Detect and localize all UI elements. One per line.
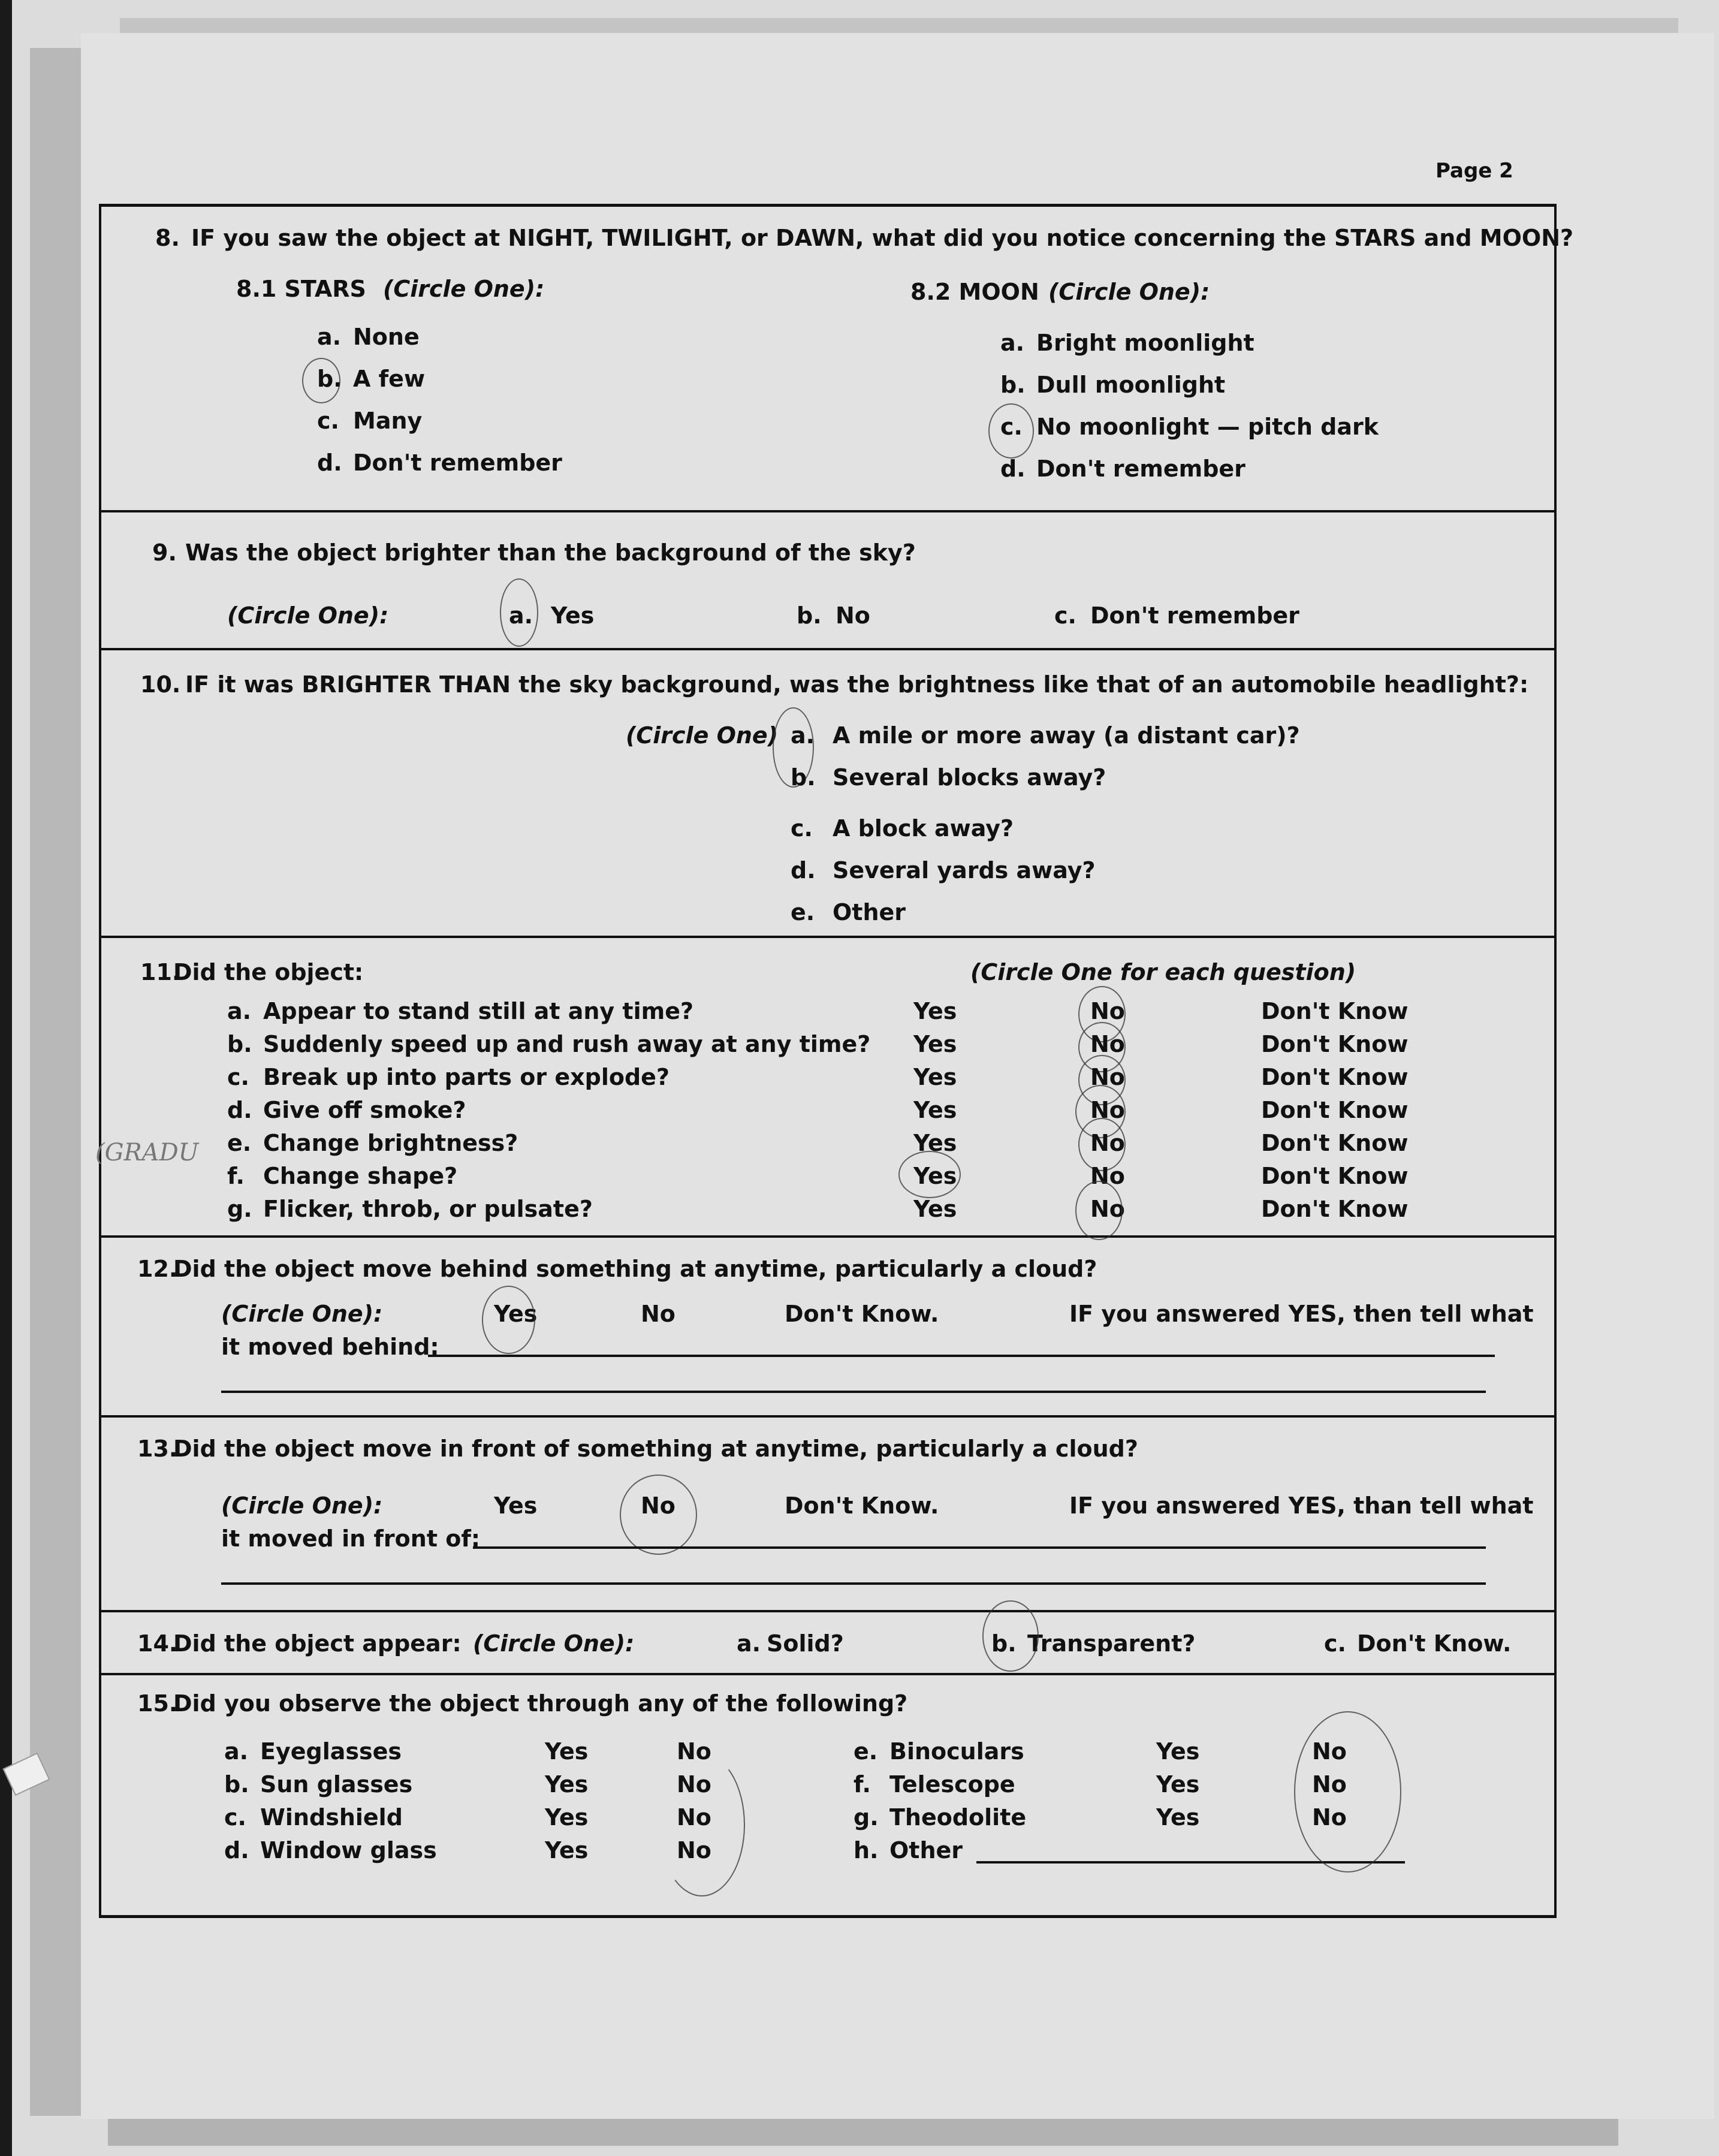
questionnaire-form	[95, 204, 1574, 1918]
q12-answer-line-2[interactable]	[221, 1391, 1486, 1393]
question-13	[101, 1418, 1554, 1612]
q10-number: 10.	[140, 671, 181, 698]
q13-followup: IF you answered YES, than tell what	[1069, 1492, 1534, 1519]
q8-moon-heading: 8.2 MOON	[910, 279, 1039, 305]
q9-number: 9.	[152, 539, 177, 566]
q15f-yes[interactable]: Yes	[1156, 1771, 1200, 1798]
q15a-no[interactable]: No	[677, 1738, 711, 1765]
question-10: 10. IF it was BRIGHTER THAN the sky background, was the brightness like that of an automobile headlight?: (Circle One) a. A mile or more away (a distant car)? b. Several blocks away? c. A block away? d. Several yards away? e. Other	[101, 650, 1554, 938]
q13-answer-line-2[interactable]	[221, 1582, 1486, 1585]
q11b-yes[interactable]: Yes	[913, 1031, 957, 1057]
q12-option-yes[interactable]: Yes	[494, 1301, 538, 1327]
q8-stars-heading: 8.1 STARS	[236, 276, 366, 302]
question-8: 8. IF you saw the object at NIGHT, TWILIGHT, or DAWN, what did you notice concerning the STARS and MOON? 8.1 STARS (Circle One): a. None b. A few c. Many d. Don't remember 8.2 MOON (Circle One): a. Bright moonlight b. Dull moonlight c. No moonlight — pitch dark d. Don't remember	[101, 207, 1554, 512]
question-9: 9. Was the object brighter than the background of the sky? (Circle One): a. Yes b. No c. Don't remember	[101, 512, 1554, 650]
q11b-dont-know[interactable]: Don't Know	[1261, 1031, 1409, 1057]
q11d-yes[interactable]: Yes	[913, 1097, 957, 1123]
q11d-dont-know[interactable]: Don't Know	[1261, 1097, 1409, 1123]
q11f-dont-know[interactable]: Don't Know	[1261, 1163, 1409, 1189]
q15f-no[interactable]: No	[1312, 1771, 1347, 1798]
q11d-no[interactable]: No	[1090, 1097, 1125, 1123]
q12-number: 12.	[137, 1256, 178, 1282]
q15e-no[interactable]: No	[1312, 1738, 1347, 1765]
q11b-no[interactable]: No	[1090, 1031, 1125, 1057]
question-12	[101, 1238, 1554, 1418]
q8-moon-instruction: (Circle One):	[1048, 279, 1210, 305]
q8-text: IF you saw the object at NIGHT, TWILIGHT, or DAWN, what did you notice concerning the STARS and MOON?	[191, 225, 1574, 251]
q11a-yes[interactable]: Yes	[913, 998, 957, 1024]
q15b-yes[interactable]: Yes	[545, 1771, 589, 1798]
q9-instruction: (Circle One):	[227, 602, 389, 629]
q15-text: Did you observe the object through any of the following?	[173, 1690, 908, 1717]
handwritten-margin-note: (GRADU	[95, 1139, 199, 1166]
q12-followup: IF you answered YES, then tell what	[1069, 1301, 1534, 1327]
q11f-yes[interactable]: Yes	[913, 1163, 957, 1189]
q15-number: 15.	[137, 1690, 178, 1717]
q8-stars-instruction: (Circle One):	[383, 276, 545, 302]
q9-text: Was the object brighter than the background of the sky?	[185, 539, 916, 566]
q11g-no[interactable]: No	[1090, 1196, 1125, 1222]
q12-answer-line-1[interactable]	[428, 1355, 1495, 1357]
form-page	[81, 33, 1714, 2119]
question-15: 15. Did you observe the object through any of the following? a. Eyeglasses Yes No b. Sun glasses Yes No c. Windshield Yes No d. Window glass Yes No e. Binoculars Yes No f. Telescope Yes No g. Theodolite Yes No h. Other	[101, 1675, 1554, 1915]
q11-number: 11.	[140, 959, 181, 985]
handwritten-circle-mark	[1294, 1711, 1401, 1872]
q11c-dont-know[interactable]: Don't Know	[1261, 1064, 1409, 1090]
q11g-yes[interactable]: Yes	[913, 1196, 957, 1222]
q11c-yes[interactable]: Yes	[913, 1064, 957, 1090]
question-14: 14. Did the object appear: (Circle One): a. Solid? b. Transparent? c. Don't Know.	[101, 1612, 1554, 1675]
q11c-no[interactable]: No	[1090, 1064, 1125, 1090]
scan-shadow-left	[30, 48, 84, 2116]
q11-instruction: (Circle One for each question)	[970, 959, 1356, 985]
q11a-no[interactable]: No	[1090, 998, 1125, 1024]
q13-field-label: it moved in front of:	[221, 1525, 481, 1552]
q11f-no[interactable]: No	[1090, 1163, 1125, 1189]
q15e-yes[interactable]: Yes	[1156, 1738, 1200, 1765]
q13-instruction: (Circle One):	[221, 1492, 383, 1519]
q12-text: Did the object move behind something at anytime, particularly a cloud?	[173, 1256, 1097, 1282]
q15c-no[interactable]: No	[677, 1804, 711, 1831]
page-number: Page 2	[1435, 159, 1513, 183]
q15c-yes[interactable]: Yes	[545, 1804, 589, 1831]
q15d-no[interactable]: No	[677, 1837, 711, 1863]
q11e-no[interactable]: No	[1090, 1130, 1125, 1156]
q15d-yes[interactable]: Yes	[545, 1837, 589, 1863]
q10-instruction: (Circle One)	[626, 722, 779, 749]
q8-number: 8.	[155, 225, 180, 251]
q15g-no[interactable]: No	[1312, 1804, 1347, 1831]
q15b-no[interactable]: No	[677, 1771, 711, 1798]
q13-answer-line-1[interactable]	[473, 1546, 1486, 1549]
q13-option-yes[interactable]: Yes	[494, 1492, 538, 1519]
question-11: (GRADU 11. Did the object: (Circle One for each question) a. Appear to stand still at any time? Yes No Don't Know b. Suddenly speed up and rush away at any time? Yes No Don't Know c. Break up into parts or explode? Yes No Don't Know d. Give off smoke? Yes No Don't Know e. Change brightness? Yes No Don't Know f. Change shape? Yes No Don't Know g. Flicker, throb, or pulsate? Yes No Don't Know	[101, 938, 1554, 1238]
q11g-dont-know[interactable]: Don't Know	[1261, 1196, 1409, 1222]
q15g-yes[interactable]: Yes	[1156, 1804, 1200, 1831]
q13-number: 13.	[137, 1436, 178, 1462]
q11e-dont-know[interactable]: Don't Know	[1261, 1130, 1409, 1156]
q12-option-no[interactable]: No	[641, 1301, 675, 1327]
q13-option-no[interactable]: No	[641, 1492, 675, 1519]
q11a-dont-know[interactable]: Don't Know	[1261, 998, 1409, 1024]
q14-text: Did the object appear:	[173, 1630, 462, 1657]
q15-other-input-line[interactable]	[976, 1861, 1405, 1863]
q13-option-dont-know[interactable]: Don't Know.	[785, 1492, 939, 1519]
q14-instruction: (Circle One):	[473, 1630, 635, 1657]
scanned-sheet	[12, 0, 1719, 2156]
q14-number: 14.	[137, 1630, 178, 1657]
q11e-yes[interactable]: Yes	[913, 1130, 957, 1156]
q12-option-dont-know[interactable]: Don't Know.	[785, 1301, 939, 1327]
q12-field-label: it moved behind:	[221, 1334, 439, 1360]
q15a-yes[interactable]: Yes	[545, 1738, 589, 1765]
q10-text: IF it was BRIGHTER THAN the sky background, was the brightness like that of an automobile headlight?:	[185, 671, 1529, 698]
q12-instruction: (Circle One):	[221, 1301, 383, 1327]
q13-text: Did the object move in front of something at anytime, particularly a cloud?	[173, 1436, 1138, 1462]
q11-text: Did the object:	[173, 959, 364, 985]
